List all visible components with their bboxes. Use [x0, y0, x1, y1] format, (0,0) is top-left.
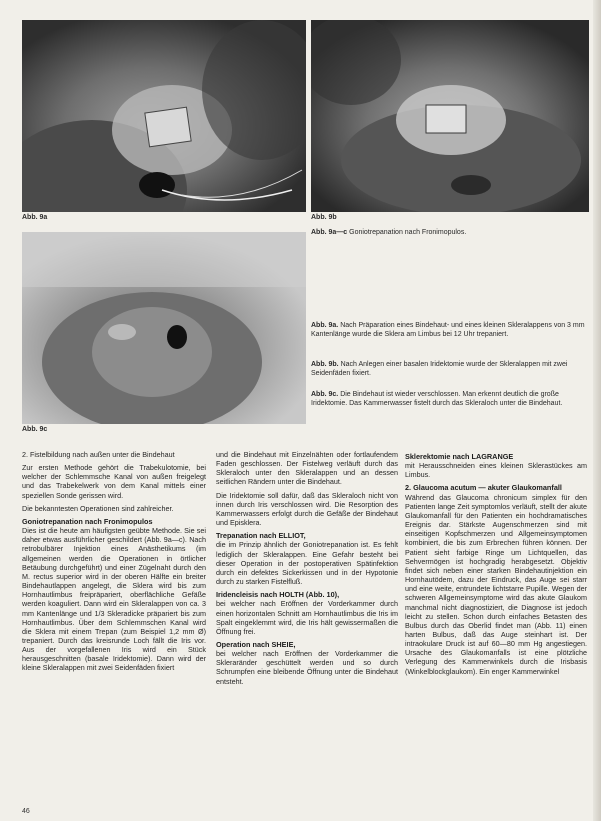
caption-main-label: Abb. 9a—c [311, 229, 348, 236]
caption-9c [311, 391, 587, 408]
col1-paragraph-2: Zur ersten Methode gehört die Trabekulotomie, bei welcher der Schlemmsche Kanal von außen freigelegt und das Trabekelwerk von dem Kanal mittels einer speziellen Sonde gerissen wird. [22, 463, 206, 500]
col1-paragraph-4: Dies ist die heute am häufigsten geübte Methode. Sie sei daher etwas ausführlicher geschildert (Abb. 9a—c). Nach retrobulbärer Injektion eines Anästhetikums (im allgemeinen werden die Operationen in örtlicher Betäubung durchgeführt) und einer Zügelnaht durch den M. rectus superior wird in der oberen Hälfte ein breiter Bindehautlappen angelegt, die Sklera wird bis zum Hornhautlimbus freipräpariert, oberflächliche Gefäße werden koaguliert. Dann wird ein Skleralappen von ca. 3 mm Kantenlänge und 1/3 Skleradicke präpariert bis zum Hornhautlimbus. Über dem Schlemmschen Kanal wird die Sklera mit einem Trepan (zum Beispiel 1,2 mm Ø) trepaniert. Durch das kreisrunde Loch fällt die Iris vor. Aus der vorgefallenen Iris wird ein Stück herausgeschnitten (basale Iridektomie). Dann wird der kleine Skleralappen mit zwei Seidenfäden fixiert [22, 526, 206, 673]
photo-fig-9b [311, 20, 589, 212]
caption-9b-text: Nach Anlegen einer basalen Iridektomie wurde der Skleralappen mit zwei Seidenfäden fixiert. [311, 361, 568, 377]
caption-9b [311, 361, 587, 378]
col3-paragraph-1: mit Herausschneiden eines kleinen Sklerastückes am Limbus. [405, 461, 587, 480]
col2-paragraph-4: bei welcher nach Eröffnen der Vorderkammer durch einen horizontalen Schnitt am Hornhautlimbus die Iris im Spalt eingeklemmt wird, die Iris hält gewissermaßen die Öffnung frei. [216, 599, 398, 636]
col1-paragraph-3: Die bekanntesten Operationen sind zahlreicher. [22, 503, 174, 513]
caption-9b-label: Abb. 9b. [311, 361, 339, 368]
col2-heading-sheie: Operation nach SHEIE, [216, 639, 296, 649]
col2-paragraph-1: und die Bindehaut mit Einzelnähten oder fortlaufendem Faden geschlossen. Der Fistelweg verläuft durch das Skleraloch unter den Skleralappen und an dessen seitlichen Rändern unter die Bindehaut. [216, 450, 398, 487]
col2-heading-elliot: Trepanation nach ELLIOT, [216, 531, 306, 541]
col2-heading-holth: Iridencleisis nach HOLTH (Abb. 10), [216, 590, 340, 600]
caption-9c-text: Die Bindehaut ist wieder verschlossen. Man erkennt deutlich die große Iridektomie. Das Kammerwasser fistelt durch das Skleraloch unter die Bindehaut. [311, 391, 563, 407]
photo-fig-9a [22, 20, 306, 212]
text-column-1 [22, 450, 206, 677]
caption-9a [311, 322, 587, 339]
col2-paragraph-5: bei welcher nach Eröffnen der Vorderkammer die Skleraränder geschüttelt werden und so durch Schrumpfen eine bleibende Öffnung unter die Bindehaut entsteht. [216, 649, 398, 686]
caption-9c-label: Abb. 9c. [311, 391, 339, 398]
col3-heading-glaucoma-acutum: 2. Glaucoma acutum — akuter Glaukomanfall [405, 483, 562, 493]
caption-main-text: Goniotrepanation nach Fronimopulos. [349, 229, 467, 236]
col1-heading-goniotrepanation: Goniotrepanation nach Fronimopulos [22, 516, 153, 526]
caption-9a-text: Nach Präparation eines Bindehaut- und eines kleinen Skleralappens von 3 mm Kantenlänge wurde die Sklera am Limbus bei 12 Uhr trepaniert. [311, 322, 585, 338]
col2-paragraph-2: Die Iridektomie soll dafür, daß das Skleraloch nicht von innen durch Iris verschlossen wird. Die Resorption des Kammerwassers erfolgt durch die Gefäße der Bindehaut und Episklera. [216, 490, 398, 528]
caption-9a-label: Abb. 9a. [311, 322, 339, 329]
text-column-3 [405, 450, 587, 680]
col2-paragraph-3: die im Prinzip ähnlich der Goniotrepanation ist. Es fehlt lediglich der Skleralappen. Eine Gefahr besteht bei dieser Operation in der postoperativen Spätinfektion durch ein defektes Sickerkissen und in der Hypotonie durch zu starken Fistelfluß. [216, 540, 398, 587]
fig-9b-label: Abb. 9b [311, 214, 337, 221]
col3-paragraph-2: Während das Glaucoma chronicum simplex für den Patienten lange Zeit symptomlos verläuft, stellt der akute Glaukomanfall für den Patienten ein hochdramatisches Ereignis dar. Stärkste Augenschmerzen sind mit einseitigen Kopfschmerzen und Allgemeinsymptomen kombiniert, die bis zum Erbrechen führen können. Der Patient sieht farbige Ringe um Lichtquellen, das Sehvermögen ist hochgradig herabgesetzt. Objektiv findet sich neben einer starken Bindehautinjektion ein Hornhautödem, dazu der Eindruck, das Auge sei starr und eine weite, entrundete lichtstarre Pupille. Wegen der schweren Allgemeinsymptome wird das akute Glaukom manchmal nicht diagnostiziert, die Diagnose ist jedoch leicht zu stellen. Schon durch einfaches Betasten des Bulbus durch das Oberlid findet man (Abb. 11) einen harten Bulbus, daß das Auge steinhart ist. Der intraokulare Druck ist auf 60—80 mm Hg angestiegen. Ursache des Glaukomanfalls ist eine plötzliche Verlegung des Kammerwinkels durch die Irisbasis (Winkelblockglaukom). Ein enger Kammerwinkel [405, 492, 587, 676]
text-column-2 [216, 450, 398, 690]
col3-heading-lagrange: Sklerektomie nach LAGRANGE [405, 452, 514, 461]
fig-9a-label: Abb. 9a [22, 214, 48, 221]
page-number: 46 [22, 808, 30, 815]
caption-main [311, 229, 589, 238]
photo-fig-9c [22, 232, 306, 424]
fig-9c-label: Abb. 9c [22, 426, 48, 433]
col1-paragraph-1: 2. Fistelbildung nach außen unter die Bindehaut [22, 450, 175, 459]
book-spine-shadow [593, 0, 601, 821]
